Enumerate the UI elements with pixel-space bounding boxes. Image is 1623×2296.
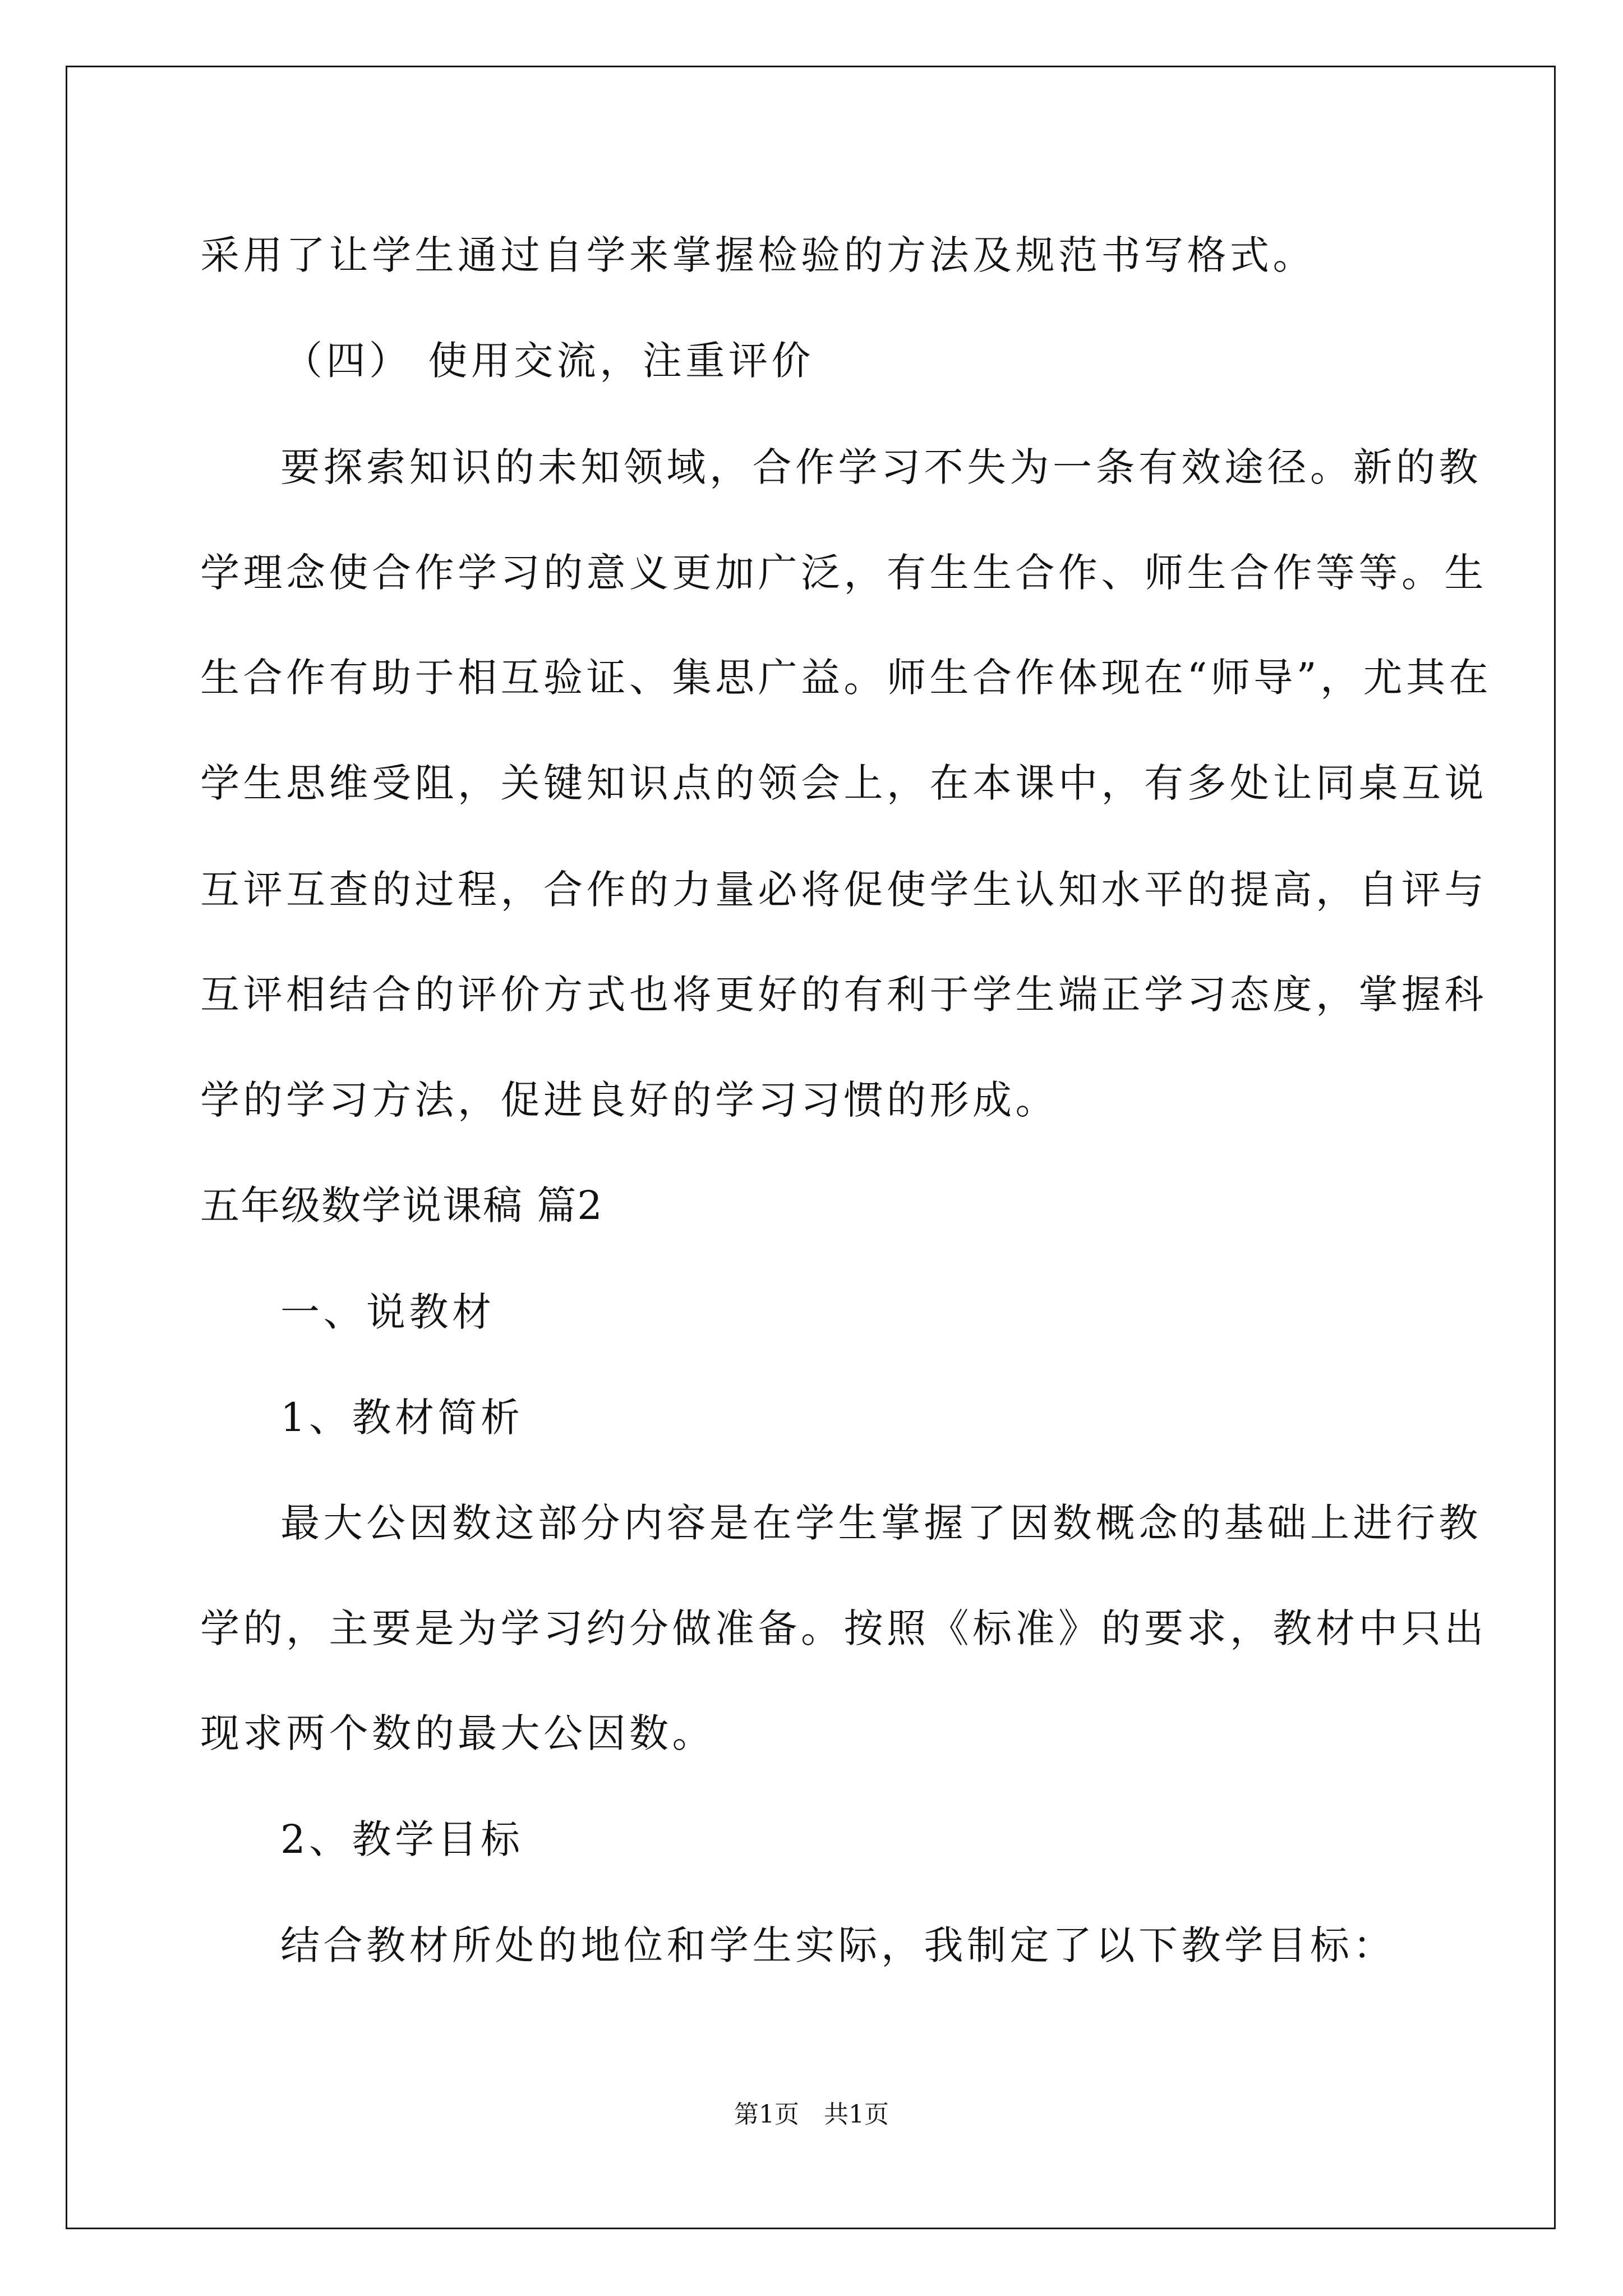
subsection-heading: 1、教材简析	[280, 1395, 524, 1441]
subsection-heading: 2、教学目标	[280, 1816, 524, 1862]
paragraph-line: 学的，主要是为学习约分做准备。按照《标准》的要求，教材中只出	[200, 1605, 1487, 1651]
page-number: 第1页	[734, 2100, 799, 2129]
paragraph-line: 互评互查的过程，合作的力量必将促使学生认知水平的提高，自评与	[200, 867, 1487, 913]
page-footer	[0, 2098, 1623, 2132]
page-total: 共1页	[824, 2100, 889, 2129]
page-border	[66, 66, 1556, 2229]
paragraph-line: 生合作有助于相互验证、集思广益。师生合作体现在“师导”，尤其在	[200, 655, 1492, 701]
paragraph-line: 学生思维受阻，关键知识点的领会上，在本课中，有多处让同桌互说	[200, 760, 1487, 806]
section-heading: （四） 使用交流，注重评价	[283, 338, 814, 384]
paragraph-line: 互评相结合的评价方式也将更好的有利于学生端正学习态度，掌握科	[200, 972, 1487, 1018]
paragraph-line: 采用了让学生通过自学来掌握检验的方法及规范书写格式。	[200, 232, 1316, 278]
article-heading: 五年级数学说课稿 篇2	[200, 1182, 603, 1228]
paragraph-line: 结合教材所处的地位和学生实际，我制定了以下教学目标：	[280, 1922, 1396, 1968]
section-heading: 一、说教材	[280, 1289, 495, 1335]
paragraph-line: 学的学习方法，促进良好的学习习惯的形成。	[200, 1077, 1058, 1123]
paragraph-line: 现求两个数的最大公因数。	[200, 1710, 715, 1756]
paragraph-line: 学理念使合作学习的意义更加广泛，有生生合作、师生合作等等。生	[200, 550, 1487, 596]
paragraph-line: 最大公因数这部分内容是在学生掌握了因数概念的基础上进行教	[280, 1500, 1482, 1546]
paragraph-line: 要探索知识的未知领域，合作学习不失为一条有效途径。新的教	[280, 444, 1482, 490]
